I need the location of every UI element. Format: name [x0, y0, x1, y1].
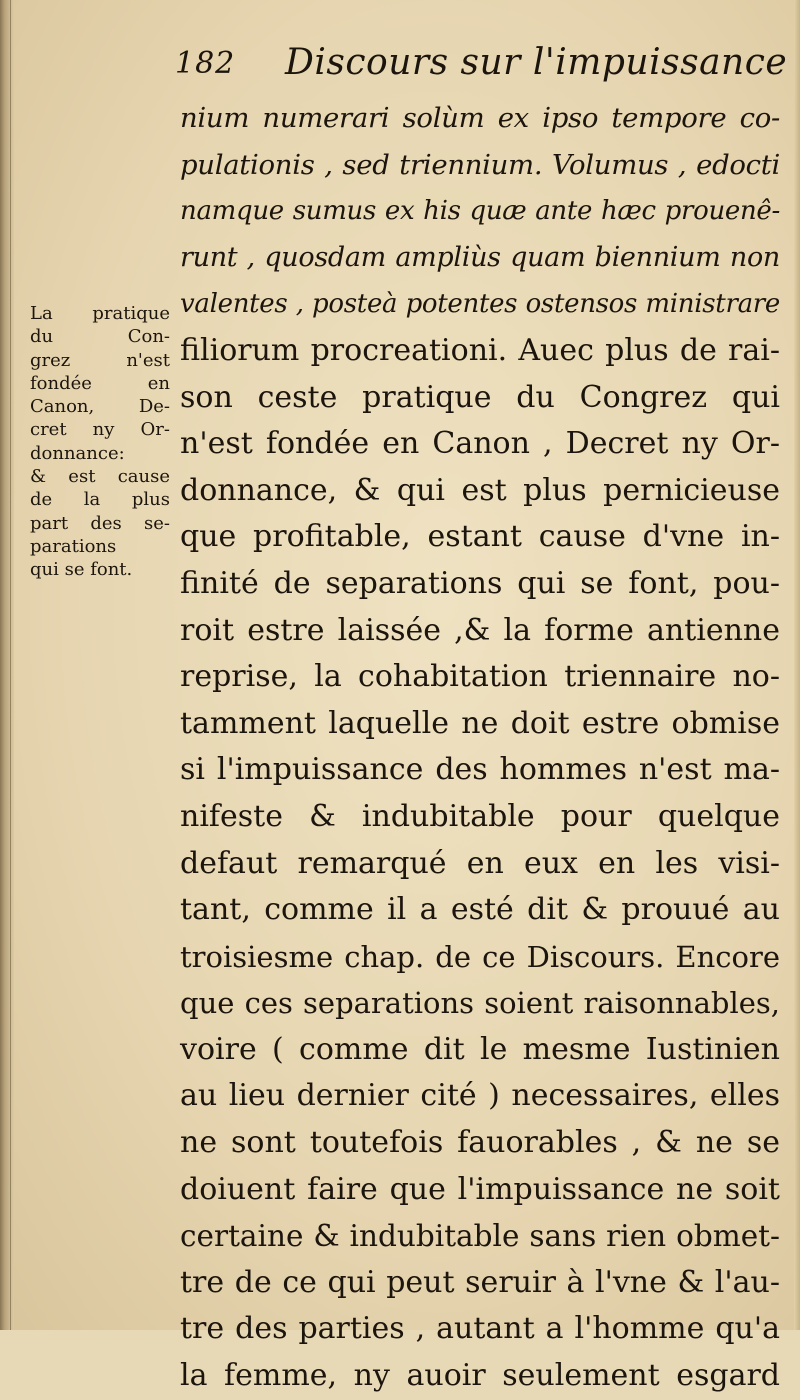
text-line: namque sumus ex his quæ ante hæc prouenê-: [180, 196, 780, 227]
margin-note-line: fondée en: [30, 372, 170, 394]
page-header: [175, 42, 788, 92]
page-gutter: [0, 0, 14, 1330]
text-line: reprise, la cohabitation triennaire no-: [180, 659, 780, 695]
text-line: voire ( comme dit le mesme Iustinien: [180, 1031, 780, 1067]
margin-note: [30, 302, 180, 582]
body-text: [180, 95, 780, 1400]
text-line: valentes , posteà potentes ostensos ministrare: [180, 289, 780, 320]
margin-note-line: grez n'est: [30, 349, 170, 371]
text-line: nium numerari solùm ex ipso tempore co-: [180, 102, 780, 134]
text-line: filiorum procreationi. Auec plus de rai-: [180, 332, 780, 368]
text-line: que ces separations soient raisonnables,: [180, 986, 780, 1021]
text-line: troisiesme chap. de ce Discours. Encore: [180, 939, 780, 974]
text-line: runt , quosdam ampliùs quam biennium non: [180, 241, 780, 273]
margin-note-line: part des se-: [30, 512, 170, 534]
margin-note-line: qui se font.: [30, 559, 133, 581]
page-number: 182: [175, 46, 236, 81]
running-title: Discours sur l'impuissance: [285, 42, 788, 83]
text-line: au lieu dernier cité ) necessaires, elles: [180, 1078, 780, 1114]
text-line: pulationis , sed triennium. Volumus , edocti: [180, 148, 780, 181]
page-edge: [794, 0, 800, 1330]
text-line: certaine & indubitable sans rien obmet-: [180, 1219, 780, 1254]
text-line: ne sont toutefois fauorables , & ne se: [180, 1125, 780, 1161]
margin-note-line: du Con-: [30, 326, 170, 348]
margin-note-line: de la plus: [30, 489, 170, 511]
margin-note-line: Canon, De-: [30, 396, 170, 418]
text-line: roit estre laissée ,& la forme antienne: [180, 612, 780, 648]
text-line: doiuent faire que l'impuissance ne soit: [180, 1171, 780, 1207]
text-line: la femme, ny auoir seulement esgard: [180, 1358, 780, 1394]
text-line: n'est fondée en Canon , Decret ny Or-: [180, 426, 780, 462]
text-line: donnance, & qui est plus pernicieuse: [180, 472, 780, 508]
margin-note-line: parations: [30, 535, 117, 557]
margin-note-line: La pratique: [30, 303, 170, 324]
text-line: tre de ce qui peut seruir à l'vne & l'au-: [180, 1264, 780, 1300]
margin-note-line: & est cause: [30, 466, 170, 488]
text-line: finité de separations qui se font, pou-: [180, 565, 780, 601]
margin-note-line: cret ny Or-: [30, 419, 170, 441]
margin-note-line: donnance:: [30, 442, 125, 464]
text-line: tant, comme il a esté dit & prouué au: [180, 892, 780, 928]
text-line: que profitable, estant cause d'vne in-: [180, 519, 780, 555]
text-line: tamment laquelle ne doit estre obmise: [180, 705, 780, 741]
gutter-rule: [10, 0, 11, 1330]
text-line: tre des parties , autant a l'homme qu'a: [180, 1311, 780, 1347]
text-line: defaut remarqué en eux en les visi-: [180, 845, 780, 881]
text-line: son ceste pratique du Congrez qui: [180, 379, 780, 415]
text-line: si l'impuissance des hommes n'est ma-: [180, 752, 780, 788]
text-line: nifeste & indubitable pour quelque: [180, 798, 780, 834]
